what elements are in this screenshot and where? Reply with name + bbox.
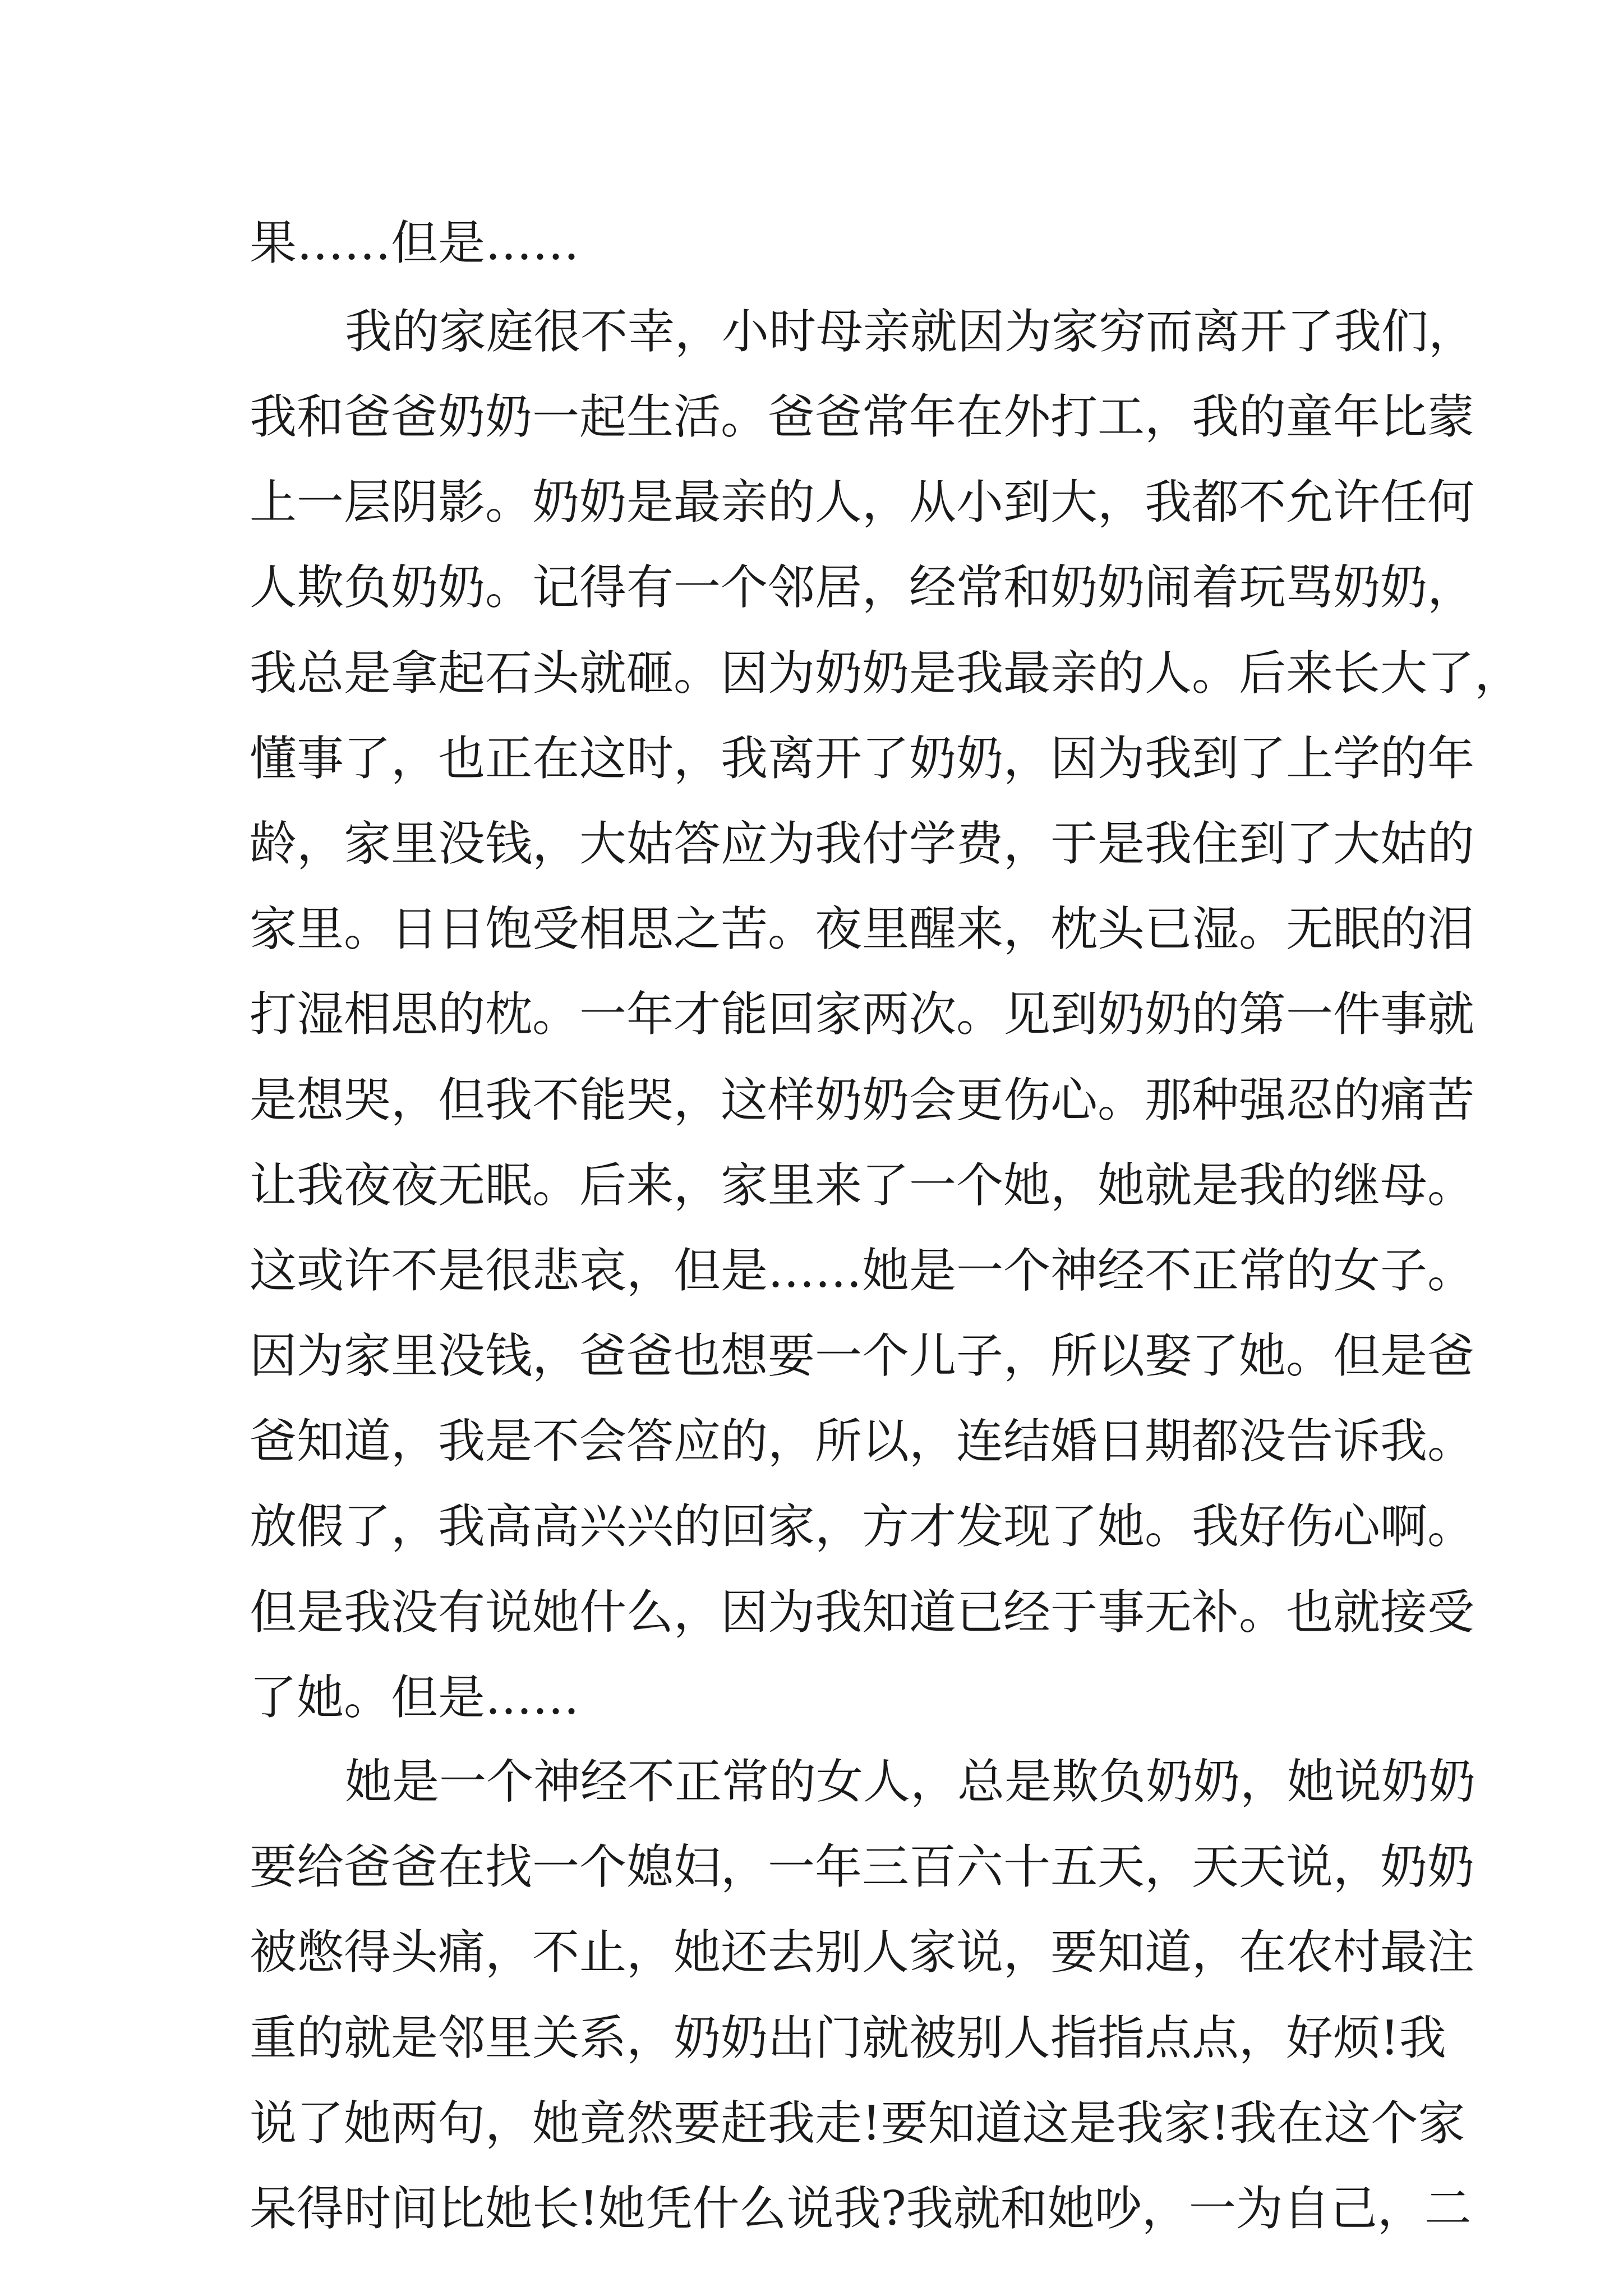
text-line: 让我夜夜无眠。后来，家里来了一个她，她就是我的继母。 [250,1158,1475,1213]
text-line: 人欺负奶奶。记得有一个邻居，经常和奶奶闹着玩骂奶奶， [250,560,1475,615]
text-line: 我和爸爸奶奶一起生活。爸爸常年在外打工，我的童年比蒙 [250,389,1475,444]
text-line: 这或许不是很悲哀，但是……她是一个神经不正常的女子。 [250,1243,1475,1298]
text-line: 上一层阴影。奶奶是最亲的人，从小到大，我都不允许任何 [250,475,1475,530]
text-line: 重的就是邻里关系，奶奶出门就被别人指指点点，好烦!我 [250,2010,1446,2065]
text-line: 龄，家里没钱，大姑答应为我付学费，于是我住到了大姑的 [250,816,1475,871]
text-line: 被憋得头痛，不止，她还去别人家说，要知道，在农村最注 [250,1925,1475,1980]
text-line: 懂事了，也正在这时，我离开了奶奶，因为我到了上学的年 [250,731,1475,786]
text-line: 打湿相思的枕。一年才能回家两次。见到奶奶的第一件事就 [250,987,1475,1042]
text-line: 放假了，我高高兴兴的回家，方才发现了她。我好伤心啊。 [250,1499,1475,1554]
text-line: 因为家里没钱，爸爸也想要一个儿子，所以娶了她。但是爸 [250,1328,1475,1383]
text-line: 家里。日日饱受相思之苦。夜里醒来，枕头已湿。无眠的泪 [250,901,1475,956]
text-line: 我的家庭很不幸，小时母亲就因为家穷而离开了我们， [345,304,1476,359]
text-line: 是想哭，但我不能哭，这样奶奶会更伤心。那种强忍的痛苦 [250,1073,1475,1128]
text-line: 说了她两句，她竟然要赶我走!要知道这是我家!我在这个家 [250,2096,1465,2151]
text-line: 爸知道，我是不会答应的，所以，连结婚日期都没告诉我。 [250,1414,1475,1469]
text-line: 呆得时间比她长!她凭什么说我?我就和她吵，一为自己，二 [250,2181,1472,2236]
text-line: 要给爸爸在找一个媳妇，一年三百六十五天，天天说，奶奶 [250,1839,1475,1894]
text-line: 我总是拿起石头就砸。因为奶奶是我最亲的人。后来长大了， [250,646,1522,701]
text-line: 但是我没有说她什么，因为我知道已经于事无补。也就接受 [250,1585,1475,1640]
text-line: 了她。但是…… [250,1670,580,1725]
text-line: 果……但是…… [250,215,580,270]
text-line: 她是一个神经不正常的女人，总是欺负奶奶，她说奶奶 [345,1754,1476,1809]
